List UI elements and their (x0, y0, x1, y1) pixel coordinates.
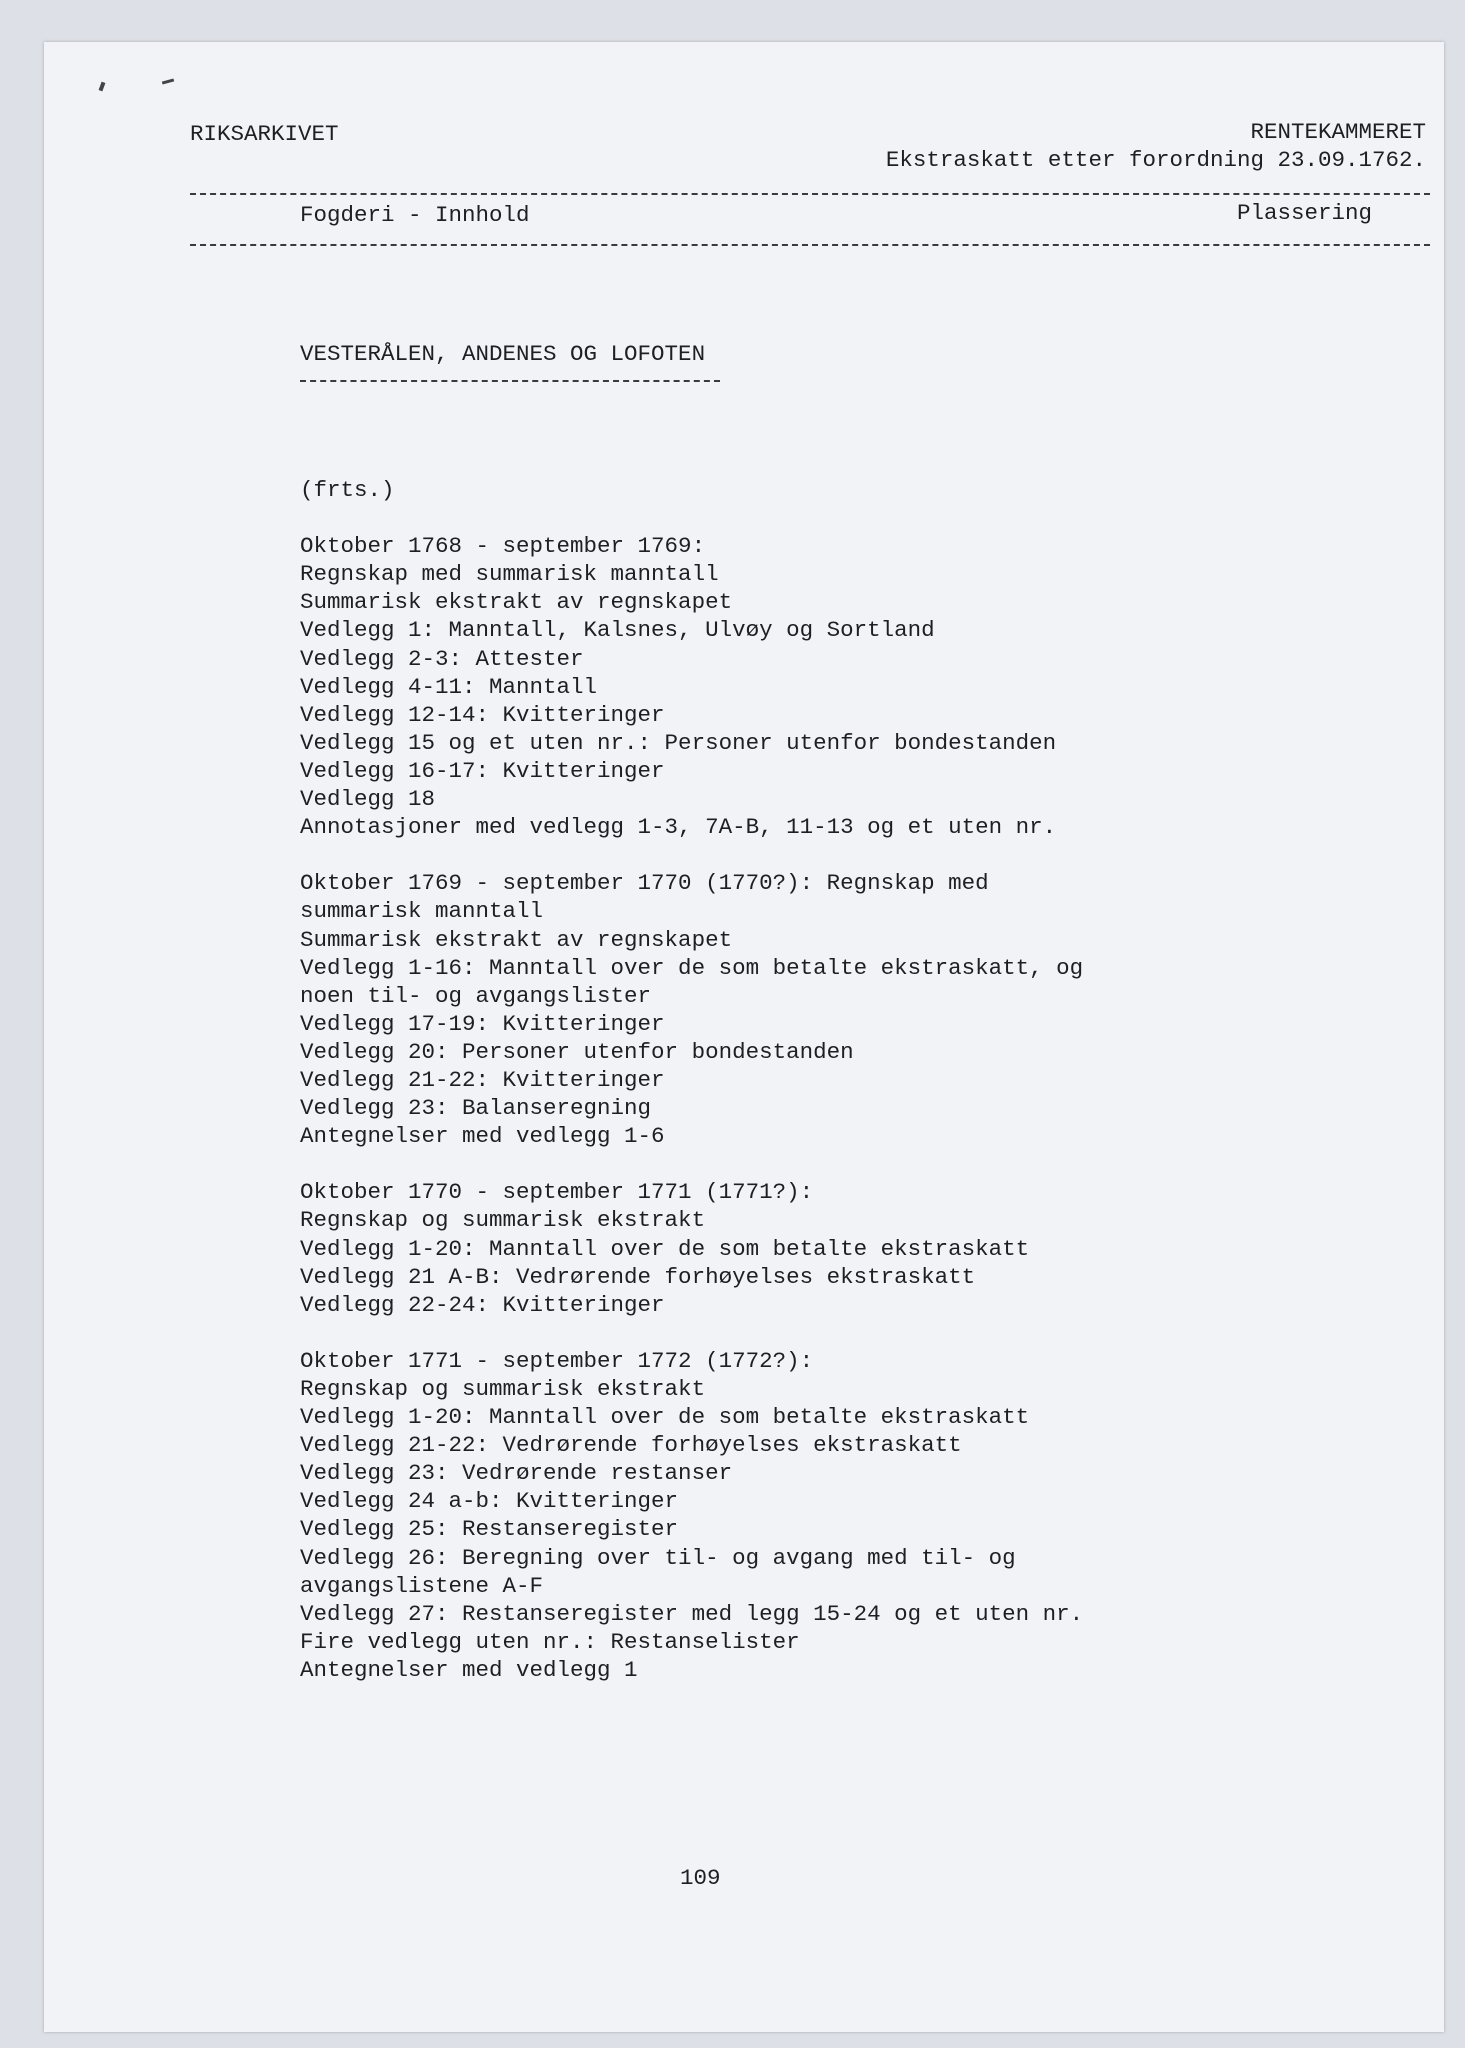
content-line: Vedlegg 27: Restanseregister med legg 15-24 og et uten nr. (300, 1600, 1084, 1627)
content-line: Regnskap og summarisk ekstrakt (300, 1207, 706, 1234)
content-line: Vedlegg 1-16: Manntall over de som betalte ekstraskatt, og (300, 954, 1084, 981)
content-line: Vedlegg 1: Manntall, Kalsnes, Ulvøy og Sortland (300, 617, 935, 644)
ink-mark (99, 82, 106, 92)
ink-mark (162, 78, 174, 84)
content-line: Vedlegg 22-24: Kvitteringer (300, 1291, 665, 1318)
header-rule-bottom (190, 244, 1430, 246)
blank-line (300, 1319, 1083, 1347)
content-line: Annotasjoner med vedlegg 1-3, 7A-B, 11-13 og et uten nr. (300, 814, 1057, 841)
content-line: Antegnelser med vedlegg 1-6 (300, 1123, 665, 1150)
content-line: Vedlegg 1-20: Manntall over de som betalte ekstraskatt (300, 1404, 1030, 1431)
content-line: Regnskap og summarisk ekstrakt (300, 1376, 706, 1402)
content-line: Fire vedlegg uten nr.: Restanselister (300, 1628, 800, 1655)
content-line: Regnskap med summarisk manntall (300, 561, 719, 588)
document-subtitle: Ekstraskatt etter forordning 23.09.1762. (885, 147, 1426, 173)
content-line: Vedlegg 20: Personer utenfor bondestanden (300, 1038, 854, 1065)
content-line: summarisk manntall (300, 898, 544, 925)
content-line: Vedlegg 21 A-B: Vedrørende forhøyelses ekstraskatt (300, 1263, 976, 1290)
content-line: Vedlegg 16-17: Kvitteringer (300, 757, 665, 784)
content-line: Oktober 1770 - september 1771 (1771?): (300, 1179, 814, 1206)
content-line: Vedlegg 18 (300, 786, 436, 813)
content-line: Vedlegg 21-22: Vedrørende forhøyelses ekstraskatt (300, 1432, 962, 1459)
content-line: Oktober 1771 - september 1772 (1772?): (300, 1347, 814, 1374)
blank-line (300, 504, 1083, 532)
content-line: Vedlegg 23: Vedrørende restanser (300, 1460, 733, 1487)
content-line: Vedlegg 25: Restanseregister (300, 1516, 679, 1543)
blank-line (300, 841, 1083, 869)
content-list (300, 476, 1083, 1684)
content-line: Antegnelser med vedlegg 1 (300, 1656, 638, 1683)
header-rule-top (190, 193, 1430, 195)
content-line: Vedlegg 21-22: Kvitteringer (300, 1066, 665, 1093)
page-number: 109 (680, 1865, 721, 1891)
blank-line (300, 1150, 1083, 1178)
content-line: Vedlegg 12-14: Kvitteringer (300, 701, 665, 728)
content-line: Vedlegg 26: Beregning over til- og avgang med til- og (300, 1544, 1016, 1571)
column-label-left: Fogderi - Innhold (300, 202, 530, 228)
content-line: Vedlegg 1-20: Manntall over de som betalte ekstraskatt (300, 1235, 1030, 1262)
content-line: Vedlegg 15 og et uten nr.: Personer utenfor bondestanden (300, 729, 1057, 756)
content-line: Summarisk ekstrakt av regnskapet (300, 589, 733, 616)
content-line: Summarisk ekstrakt av regnskapet (300, 926, 733, 953)
content-line: avgangslistene A-F (300, 1572, 544, 1599)
content-line: Vedlegg 17-19: Kvitteringer (300, 1010, 665, 1037)
section-heading-rule (300, 380, 720, 382)
section-heading: VESTERÅLEN, ANDENES OG LOFOTEN (300, 341, 706, 367)
content-line: Oktober 1769 - september 1770 (1770?): Regnskap med (300, 870, 989, 897)
document-page (44, 42, 1444, 2032)
content-line: Vedlegg 23: Balanseregning (300, 1095, 652, 1122)
archive-name: RIKSARKIVET (190, 121, 339, 147)
content-line: Vedlegg 2-3: Attester (300, 645, 584, 672)
content-line: Oktober 1768 - september 1769: (300, 533, 706, 560)
content-line: Vedlegg 4-11: Manntall (300, 673, 598, 700)
column-label-right: Plassering (1236, 200, 1372, 226)
content-line: (frts.) (300, 477, 395, 503)
office-name: RENTEKAMMERET (1250, 119, 1426, 145)
content-line: Vedlegg 24 a-b: Kvitteringer (300, 1488, 679, 1515)
content-line: noen til- og avgangslister (300, 982, 652, 1009)
